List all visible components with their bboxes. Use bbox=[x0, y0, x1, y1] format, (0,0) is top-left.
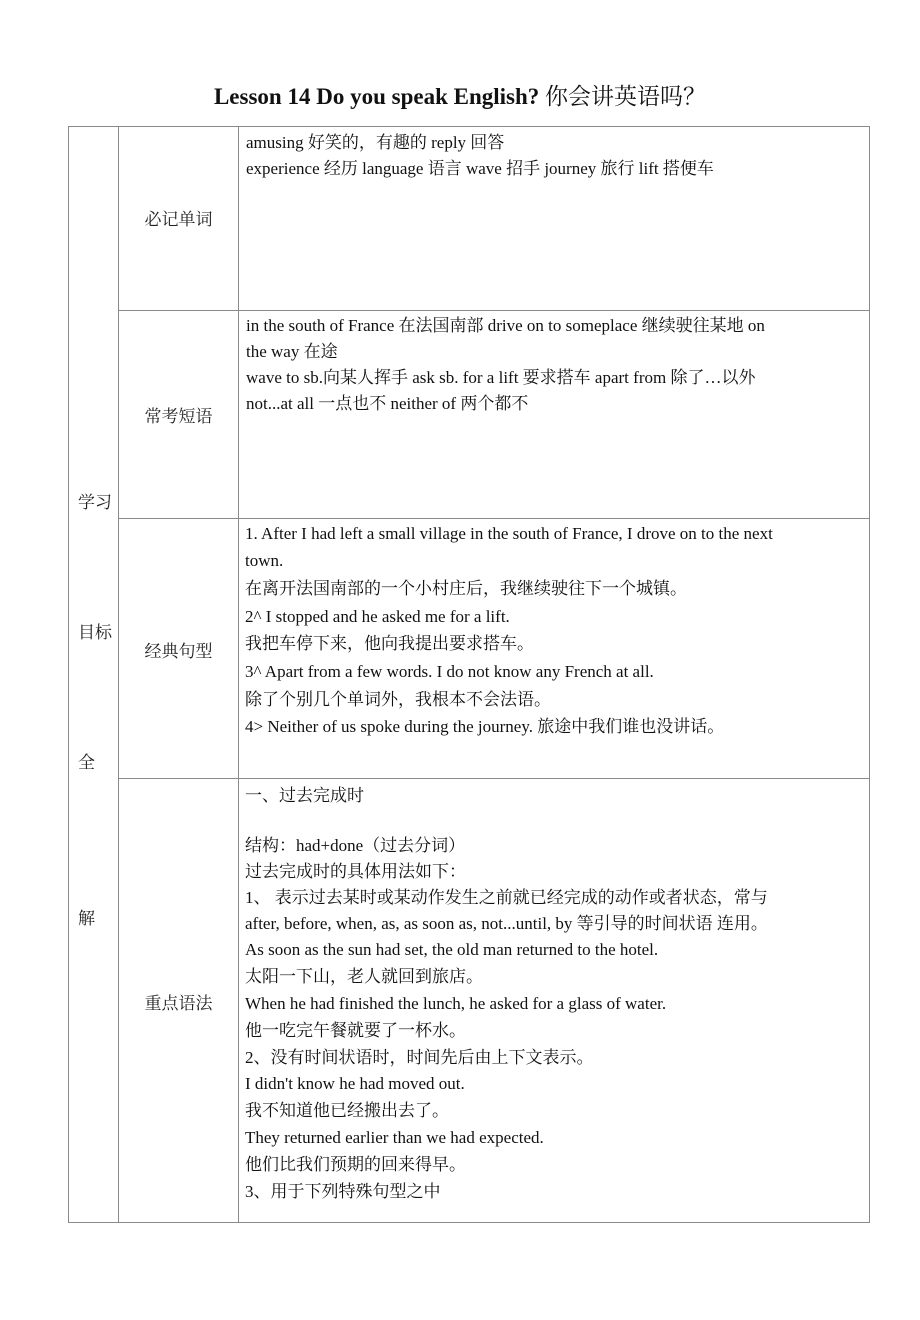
lesson-title-english: Lesson 14 Do you speak English? bbox=[213, 84, 540, 109]
content-line: 太阳一下山，老人就回到旅店。 bbox=[245, 967, 483, 986]
content-line: 一、过去完成时 bbox=[245, 786, 364, 805]
content-line: 他一吃完午餐就要了一杯水。 bbox=[245, 1021, 466, 1040]
content-line: 他们比我们预期的回来得早。 bbox=[245, 1155, 466, 1174]
content-line: 3^ Apart from a few words. I do not know any French at all. bbox=[245, 662, 654, 681]
table-row-divider-2 bbox=[118, 518, 870, 519]
content-line: experience 经历 language 语言 wave 招手 journey 旅行 lift 搭便车 bbox=[246, 159, 714, 178]
table-row-divider-1 bbox=[118, 310, 870, 311]
row-label-vocabulary: 必记单词 bbox=[144, 210, 213, 229]
content-line: They returned earlier than we had expected. bbox=[245, 1128, 544, 1147]
row-label-sentences: 经典句型 bbox=[144, 642, 213, 661]
table-border-top bbox=[68, 126, 870, 127]
content-line: amusing 好笑的，有趣的 reply 回答 bbox=[246, 133, 505, 152]
row-label-grammar: 重点语法 bbox=[144, 994, 213, 1013]
table-column-divider-1 bbox=[118, 126, 119, 1223]
outer-cell-text-1: 学习 bbox=[78, 493, 112, 512]
content-line: 在离开法国南部的一个小村庄后，我继续驶往下一个城镇。 bbox=[245, 579, 687, 598]
table-border-bottom bbox=[68, 1222, 870, 1223]
content-line: town. bbox=[245, 551, 284, 570]
content-line: 3、用于下列特殊句型之中 bbox=[245, 1182, 441, 1201]
content-line: 1. After I had left a small village in the south of France, I drove on to the next bbox=[245, 524, 773, 543]
outer-cell-text-3: 全 bbox=[78, 753, 95, 772]
content-line: the way 在途 bbox=[246, 342, 338, 361]
lesson-title-chinese: 你会讲英语吗？ bbox=[545, 84, 707, 109]
lesson-title bbox=[0, 80, 920, 114]
content-line: 2^ I stopped and he asked me for a lift. bbox=[245, 607, 510, 626]
table-border-right bbox=[869, 126, 870, 1223]
table-border-left bbox=[68, 126, 69, 1223]
content-line: 我不知道他已经搬出去了。 bbox=[245, 1101, 449, 1120]
phrases-content bbox=[246, 313, 866, 417]
grammar-content bbox=[245, 783, 867, 1205]
table-row-divider-3 bbox=[118, 778, 870, 779]
table-column-divider-2 bbox=[238, 126, 239, 1223]
vocabulary-content bbox=[246, 130, 866, 182]
content-line: When he had finished the lunch, he asked for a glass of water. bbox=[245, 994, 667, 1013]
content-line: after, before, when, as, as soon as, not...until, by 等引导的时间状语 连用。 bbox=[245, 914, 768, 933]
content-line: As soon as the sun had set, the old man returned to the hotel. bbox=[245, 940, 659, 959]
content-line: 2、没有时间状语时，时间先后由上下文表示。 bbox=[245, 1048, 594, 1067]
content-line: 4> Neither of us spoke during the journey. 旅途中我们谁也没讲话。 bbox=[245, 717, 725, 736]
content-line: 我把车停下来，他向我提出要求搭车。 bbox=[245, 634, 534, 653]
content-line: not...at all 一点也不 neither of 两个都不 bbox=[246, 394, 529, 413]
sentences-content bbox=[245, 520, 867, 740]
content-line: in the south of France 在法国南部 drive on to someplace 继续驶往某地 on bbox=[246, 316, 765, 335]
content-line: I didn't know he had moved out. bbox=[245, 1074, 465, 1093]
content-line: 结构：had+done（过去分词） bbox=[245, 836, 466, 855]
outer-cell-text-2: 目标 bbox=[78, 623, 112, 642]
content-line: 过去完成时的具体用法如下： bbox=[245, 862, 466, 881]
row-label-phrases: 常考短语 bbox=[144, 407, 213, 426]
content-line: 除了个别几个单词外，我根本不会法语。 bbox=[245, 690, 551, 709]
outer-cell-text-4: 解 bbox=[78, 909, 95, 928]
content-line: wave to sb.向某人挥手 ask sb. for a lift 要求搭车 apart from 除了…以外 bbox=[246, 368, 756, 387]
content-line: 1、 表示过去某时或某动作发生之前就已经完成的动作或者状态，常与 bbox=[245, 888, 768, 907]
